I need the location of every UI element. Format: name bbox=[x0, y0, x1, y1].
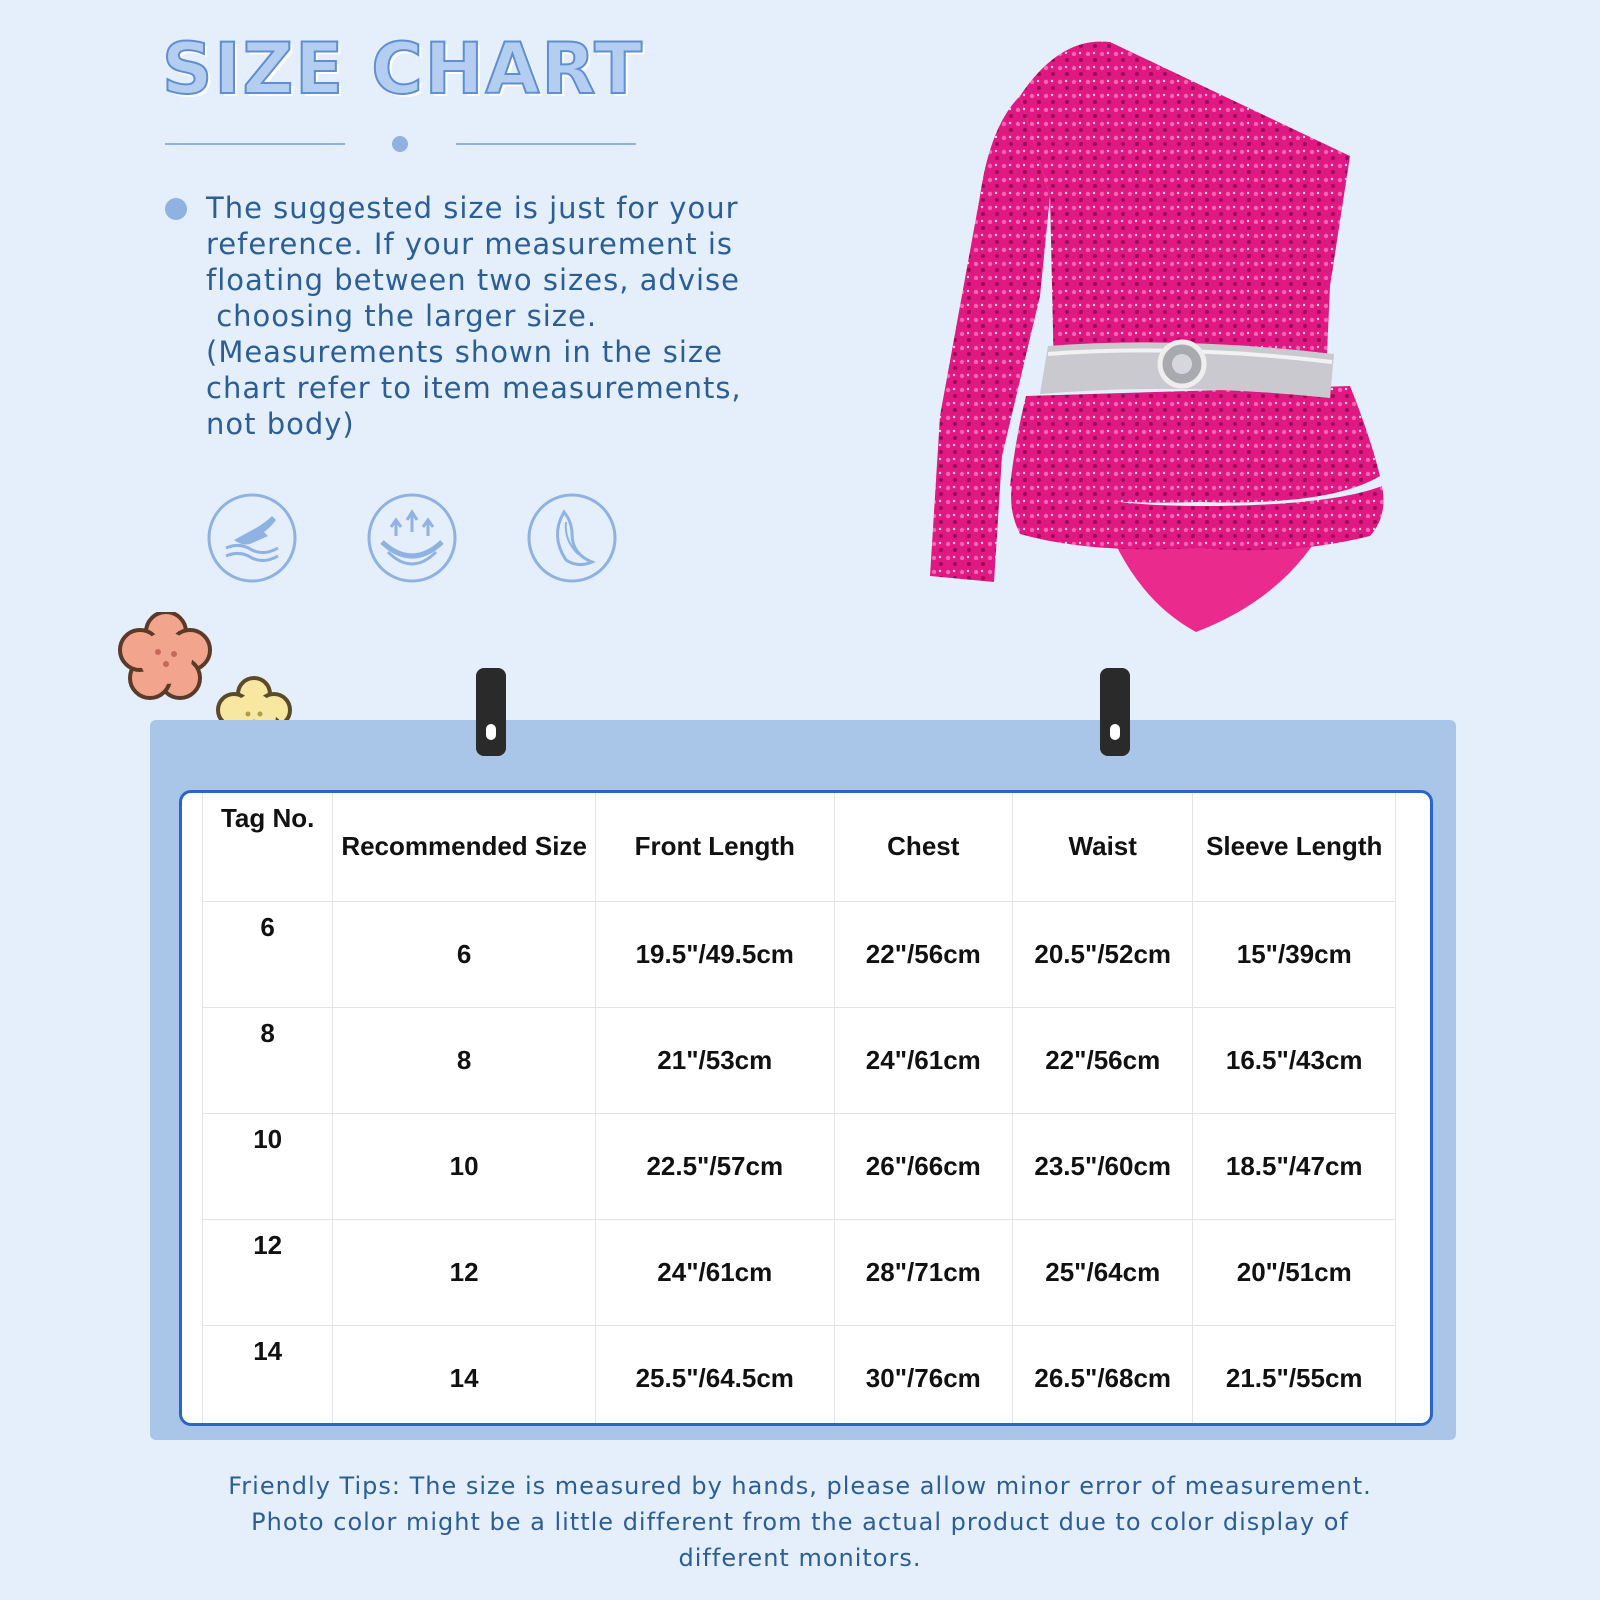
hand-wash-icon bbox=[206, 492, 298, 584]
note-line: The suggested size is just for your bbox=[206, 191, 739, 225]
cell-recommended-size: 8 bbox=[333, 1007, 596, 1113]
cell-chest: 24"/61cm bbox=[834, 1007, 1012, 1113]
size-table bbox=[202, 793, 1396, 1426]
note-line: chart refer to item measurements, bbox=[206, 371, 742, 405]
cell-chest: 22"/56cm bbox=[834, 901, 1012, 1007]
tips-line: different monitors. bbox=[678, 1544, 922, 1572]
cell-recommended-size: 14 bbox=[333, 1325, 596, 1426]
stretch-icon bbox=[366, 492, 458, 584]
title-divider-right bbox=[456, 143, 636, 145]
cell-tag-no: 10 bbox=[203, 1113, 333, 1219]
cell-sleeve-length: 15"/39cm bbox=[1193, 901, 1396, 1007]
cell-recommended-size: 12 bbox=[333, 1219, 596, 1325]
cell-tag-no: 6 bbox=[203, 901, 333, 1007]
note-line: (Measurements shown in the size bbox=[206, 335, 723, 369]
cell-chest: 28"/71cm bbox=[834, 1219, 1012, 1325]
header-chest: Chest bbox=[834, 793, 1012, 901]
cell-sleeve-length: 18.5"/47cm bbox=[1193, 1113, 1396, 1219]
cell-recommended-size: 10 bbox=[333, 1113, 596, 1219]
cell-front-length: 24"/61cm bbox=[595, 1219, 834, 1325]
note-line: reference. If your measurement is bbox=[206, 227, 734, 261]
cell-front-length: 22.5"/57cm bbox=[595, 1113, 834, 1219]
board-clip-right bbox=[1100, 668, 1130, 756]
table-row bbox=[203, 1219, 1396, 1325]
header-tag-no: Tag No. bbox=[203, 793, 333, 901]
cell-front-length: 19.5"/49.5cm bbox=[595, 901, 834, 1007]
friendly-tips bbox=[150, 1468, 1450, 1576]
cell-waist: 20.5"/52cm bbox=[1013, 901, 1193, 1007]
note-line: not body) bbox=[206, 407, 355, 441]
cell-waist: 25"/64cm bbox=[1013, 1219, 1193, 1325]
soft-fabric-icon bbox=[526, 492, 618, 584]
header-front-length: Front Length bbox=[595, 793, 834, 901]
header-sleeve-length: Sleeve Length bbox=[1193, 793, 1396, 901]
cell-chest: 26"/66cm bbox=[834, 1113, 1012, 1219]
cell-sleeve-length: 21.5"/55cm bbox=[1193, 1325, 1396, 1426]
table-header-row bbox=[203, 793, 1396, 901]
note-bullet bbox=[165, 198, 187, 220]
page-title: SIZE CHART bbox=[162, 28, 645, 110]
title-divider-dot bbox=[392, 136, 408, 152]
cell-recommended-size: 6 bbox=[333, 901, 596, 1007]
table-row bbox=[203, 1007, 1396, 1113]
board-clip-left bbox=[476, 668, 506, 756]
cell-sleeve-length: 20"/51cm bbox=[1193, 1219, 1396, 1325]
cell-waist: 22"/56cm bbox=[1013, 1007, 1193, 1113]
note-line: choosing the larger size. bbox=[206, 299, 598, 333]
product-image bbox=[930, 36, 1410, 648]
cell-chest: 30"/76cm bbox=[834, 1325, 1012, 1426]
cell-front-length: 25.5"/64.5cm bbox=[595, 1325, 834, 1426]
cell-tag-no: 14 bbox=[203, 1325, 333, 1426]
header-recommended-size: Recommended Size bbox=[333, 793, 596, 901]
table-row bbox=[203, 901, 1396, 1007]
cell-tag-no: 12 bbox=[203, 1219, 333, 1325]
cell-waist: 23.5"/60cm bbox=[1013, 1113, 1193, 1219]
table-row bbox=[203, 1325, 1396, 1426]
cell-sleeve-length: 16.5"/43cm bbox=[1193, 1007, 1396, 1113]
tips-line: Friendly Tips: The size is measured by hands, please allow minor error of measurement. bbox=[228, 1472, 1372, 1500]
tips-line: Photo color might be a little different from the actual product due to color display of bbox=[251, 1508, 1349, 1536]
title-divider-left bbox=[165, 143, 345, 145]
header-waist: Waist bbox=[1013, 793, 1193, 901]
table-row bbox=[203, 1113, 1396, 1219]
cell-waist: 26.5"/68cm bbox=[1013, 1325, 1193, 1426]
size-note bbox=[206, 190, 846, 442]
size-table-card bbox=[179, 790, 1433, 1426]
cell-tag-no: 8 bbox=[203, 1007, 333, 1113]
cell-front-length: 21"/53cm bbox=[595, 1007, 834, 1113]
note-line: floating between two sizes, advise bbox=[206, 263, 741, 297]
